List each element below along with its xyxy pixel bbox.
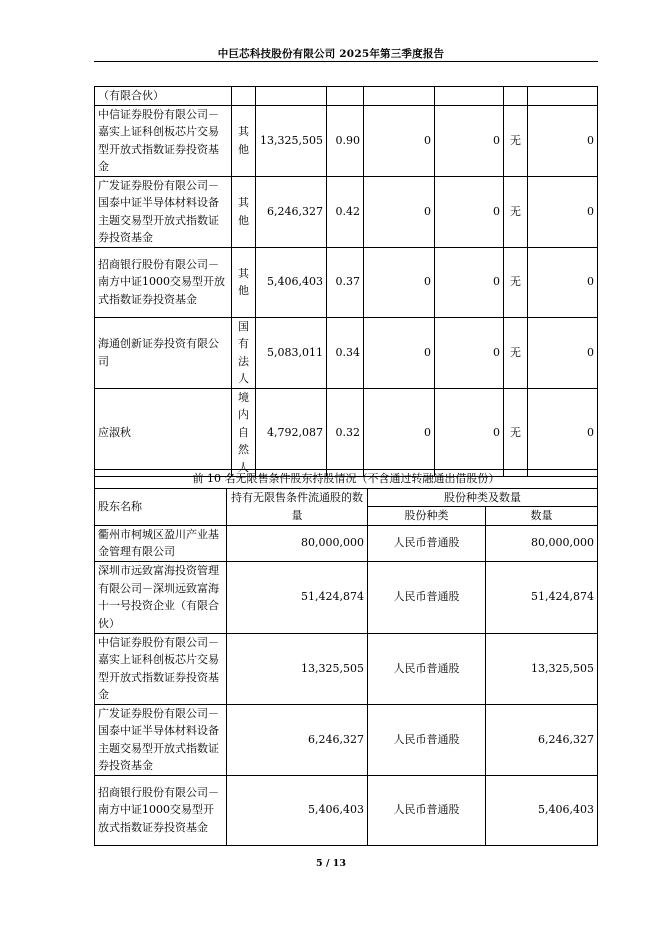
- pledge-quantity: 0: [528, 176, 598, 247]
- col-header-holder: 股东名称: [95, 488, 227, 525]
- shares-held: 6,246,327: [256, 176, 327, 247]
- holder-name: 衢州市柯城区盈川产业基金管理有限公司: [95, 525, 227, 561]
- pledge-status: 无: [504, 105, 528, 176]
- share-quantity: 51,424,874: [486, 561, 598, 633]
- share-quantity: 13,325,505: [486, 633, 598, 704]
- holder-name: 应淑秋: [95, 388, 232, 477]
- pledge-quantity: 0: [528, 105, 598, 176]
- table-row: [95, 633, 598, 704]
- col-header-share-type: 股份种类: [368, 507, 486, 526]
- pledge-status: 无: [504, 317, 528, 388]
- table-row: [95, 87, 598, 106]
- holding-ratio: 0.42: [327, 176, 364, 247]
- holding-ratio: 0.34: [327, 317, 364, 388]
- restricted-shares: 0: [364, 176, 435, 247]
- pledge-status: 无: [504, 176, 528, 247]
- holding-ratio: 0.37: [327, 247, 364, 317]
- table-row: [95, 775, 598, 845]
- table-row: [95, 388, 598, 477]
- col-header-quantity: 数量: [486, 507, 598, 526]
- unrestricted-shareholders-table: [94, 469, 598, 846]
- shares-held: 5,406,403: [256, 247, 327, 317]
- pledge-status: 无: [504, 388, 528, 477]
- table-row: [95, 561, 598, 633]
- col-header-unrestricted-shares: 持有无限售条件流通股的数量: [227, 488, 368, 525]
- unrestricted-shares: 51,424,874: [227, 561, 368, 633]
- restricted-shares: 0: [364, 105, 435, 176]
- holder-nature: 其他: [232, 247, 256, 317]
- table-row: [95, 176, 598, 247]
- unrestricted-shares: 13,325,505: [227, 633, 368, 704]
- table-title-row: [95, 470, 598, 489]
- restricted-shares: 0: [364, 388, 435, 477]
- holder-name: 深圳市远致富海投资管理有限公司－深圳远致富海十一号投资企业（有限合伙）: [95, 561, 227, 633]
- restricted-shares: 0: [364, 317, 435, 388]
- holder-name: 中信证券股份有限公司－嘉实上证科创板芯片交易型开放式指数证券投资基金: [95, 105, 232, 176]
- holder-name: （有限合伙）: [95, 87, 232, 106]
- unrestricted-table-title: 前 10 名无限售条件股东持股情况（不含通过转融通出借股份）: [95, 470, 598, 489]
- share-quantity: 5,406,403: [486, 775, 598, 845]
- report-header-title: 中巨芯科技股份有限公司 2025年第三季度报告: [217, 48, 445, 60]
- share-type: 人民币普通股: [368, 775, 486, 845]
- holder-name: 广发证券股份有限公司－国泰中证半导体材料设备主题交易型开放式指数证券投资基金: [95, 704, 227, 775]
- page-number: 5 / 13: [316, 858, 346, 869]
- table-header-row: [95, 488, 598, 507]
- holder-nature: 其他: [232, 176, 256, 247]
- holding-ratio: 0.90: [327, 105, 364, 176]
- table-row: [95, 105, 598, 176]
- pledge-quantity: 0: [528, 247, 598, 317]
- restricted-shares: 0: [364, 247, 435, 317]
- top-shareholders-table: [94, 86, 598, 477]
- lending-shares: 0: [435, 176, 504, 247]
- table-row: [95, 247, 598, 317]
- shares-held: 4,792,087: [256, 388, 327, 477]
- shares-held: 5,083,011: [256, 317, 327, 388]
- share-quantity: 80,000,000: [486, 525, 598, 561]
- header-divider: [94, 61, 598, 62]
- holder-name: 招商银行股份有限公司－南方中证1000交易型开放式指数证券投资基金: [95, 247, 232, 317]
- holder-nature: 国有法人: [232, 317, 256, 388]
- holder-name: 广发证券股份有限公司－国泰中证半导体材料设备主题交易型开放式指数证券投资基金: [95, 176, 232, 247]
- pledge-status: 无: [504, 247, 528, 317]
- share-type: 人民币普通股: [368, 561, 486, 633]
- table-row: [95, 317, 598, 388]
- holder-name: 海通创新证券投资有限公司: [95, 317, 232, 388]
- lending-shares: 0: [435, 388, 504, 477]
- holder-name: 招商银行股份有限公司－南方中证1000交易型开放式指数证券投资基金: [95, 775, 227, 845]
- holding-ratio: 0.32: [327, 388, 364, 477]
- share-type: 人民币普通股: [368, 633, 486, 704]
- holder-name: 中信证券股份有限公司－嘉实上证科创板芯片交易型开放式指数证券投资基金: [95, 633, 227, 704]
- share-quantity: 6,246,327: [486, 704, 598, 775]
- shares-held: 13,325,505: [256, 105, 327, 176]
- lending-shares: 0: [435, 247, 504, 317]
- col-header-share-type-group: 股份种类及数量: [368, 488, 598, 507]
- unrestricted-shares: 5,406,403: [227, 775, 368, 845]
- holder-nature: 其他: [232, 105, 256, 176]
- unrestricted-shares: 6,246,327: [227, 704, 368, 775]
- share-type: 人民币普通股: [368, 525, 486, 561]
- lending-shares: 0: [435, 105, 504, 176]
- table-row: [95, 525, 598, 561]
- table-row: [95, 704, 598, 775]
- pledge-quantity: 0: [528, 388, 598, 477]
- holder-nature: 境内自然人: [232, 388, 256, 477]
- pledge-quantity: 0: [528, 317, 598, 388]
- lending-shares: 0: [435, 317, 504, 388]
- unrestricted-shares: 80,000,000: [227, 525, 368, 561]
- share-type: 人民币普通股: [368, 704, 486, 775]
